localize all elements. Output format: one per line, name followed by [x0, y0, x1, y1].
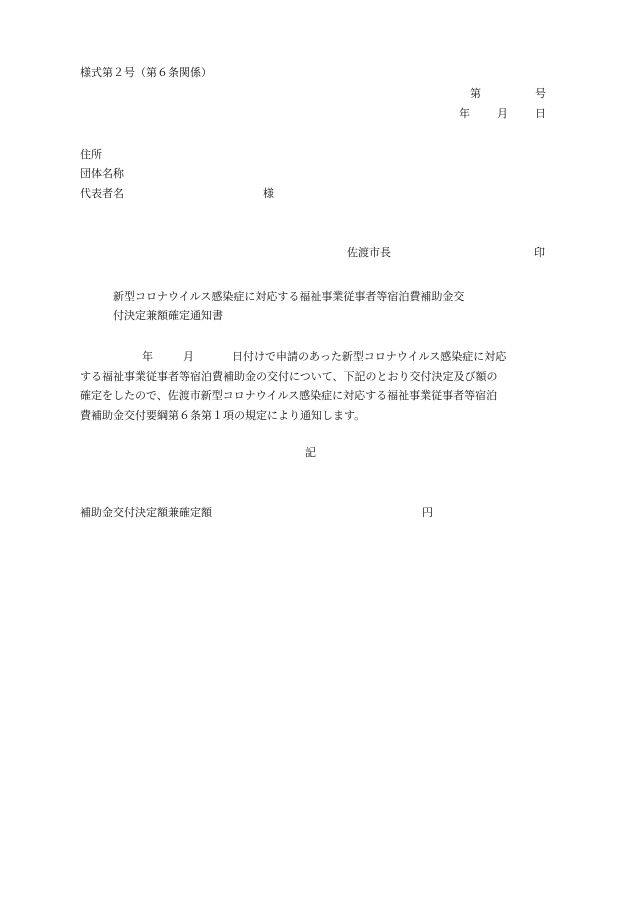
honorific-sama: 様 — [263, 187, 274, 200]
document-title — [113, 287, 533, 325]
notice-body-line-2: する福祉事業従事者等宿泊費補助金の交付について、下記のとおり交付決定及び額の — [80, 369, 498, 383]
notice-body-line-1 — [80, 347, 550, 367]
date-year: 年 — [459, 107, 470, 120]
form-number: 様式第２号（第６条関係） — [80, 66, 212, 79]
organization-label: 団体名称 — [80, 167, 124, 180]
date-month: 月 — [497, 107, 508, 120]
seal-mark: 印 — [534, 246, 545, 259]
document-title-line-2: 付決定兼額確定通知書 — [113, 309, 223, 322]
date-day: 日 — [535, 107, 546, 120]
body-line-1-rest: 日付けで申請のあった新型コロナウイルス感染症に対応 — [232, 350, 507, 363]
amount-unit: 円 — [422, 506, 433, 519]
doc-number-go: 号 — [535, 87, 546, 100]
notice-body — [80, 347, 550, 425]
notice-body-line-4: 費補助金交付要綱第６条第１項の規定により通知します。 — [80, 408, 366, 422]
amount-label: 補助金交付決定額兼確定額 — [80, 506, 212, 519]
notice-body-line-3: 確定をしたので、佐渡市新型コロナウイルス感染症に対応する福祉事業従事者等宿泊 — [80, 389, 498, 402]
body-month: 月 — [183, 350, 194, 363]
doc-number-dai: 第 — [470, 87, 481, 100]
body-year: 年 — [142, 350, 153, 363]
address-label: 住所 — [80, 148, 102, 161]
document-title-line-1: 新型コロナウイルス感染症に対応する福祉事業従事者等宿泊費補助金交 — [113, 290, 465, 303]
issuer-name: 佐渡市長 — [347, 246, 391, 259]
ki-heading: 記 — [305, 446, 316, 459]
representative-label: 代表者名 — [80, 187, 124, 200]
